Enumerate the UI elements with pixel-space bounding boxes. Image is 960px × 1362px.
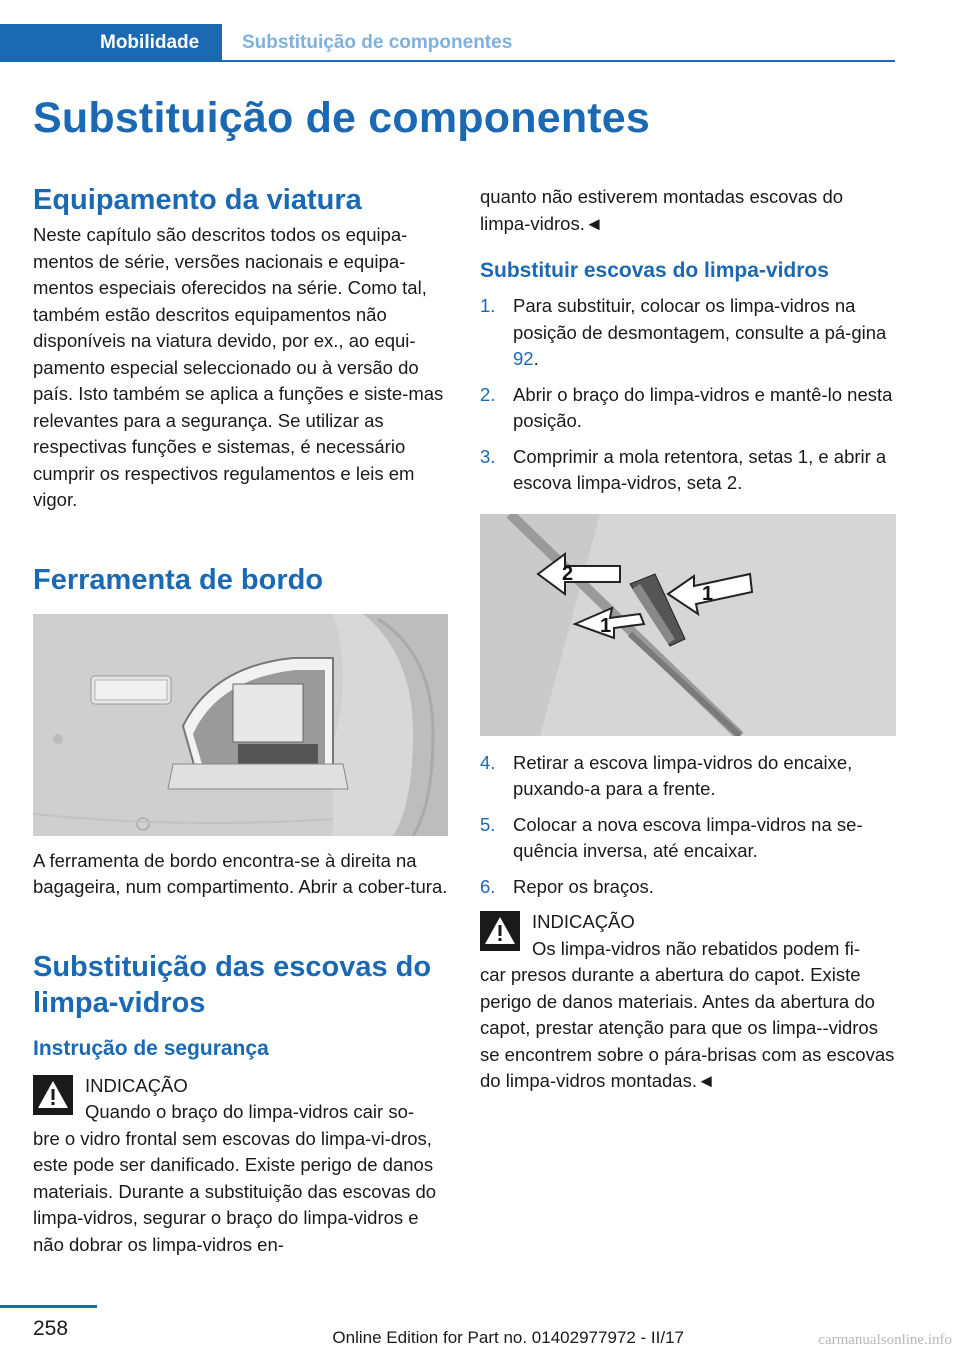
warning-text-rest: bre o vidro frontal sem escovas do limpa-vi-dros, este pode ser danificado. Existe perigo de danos materiais. Durante a substituição das escovas do limpa-vidros, segurar o braço do limpa-vidros e não dobrar os limpa-vidros en- bbox=[33, 1127, 437, 1255]
warning-note-right bbox=[480, 909, 896, 962]
step-text: Comprimir a mola retentora, setas 1, e abrir a escova limpa-vidros, seta 2. bbox=[513, 445, 887, 493]
step-text-end: . bbox=[533, 348, 539, 369]
breadcrumb: Substituição de componentes bbox=[242, 32, 513, 53]
warning-icon bbox=[33, 1075, 73, 1115]
page-number: 258 bbox=[33, 1317, 69, 1340]
watermark: carmanualsonline.info bbox=[818, 1332, 952, 1348]
wiper-blade-image bbox=[480, 514, 896, 736]
arrow-label: 1 bbox=[702, 582, 714, 605]
page-link[interactable]: 92 bbox=[513, 348, 534, 369]
step-number: 5. bbox=[480, 813, 496, 835]
step-item bbox=[480, 382, 896, 435]
step-number: 4. bbox=[480, 751, 496, 773]
wiper-blade-illustration bbox=[480, 514, 896, 736]
warning-text-first: Os limpa-vidros não rebatidos podem fi- bbox=[532, 937, 861, 959]
step-number: 3. bbox=[480, 445, 496, 467]
right-column bbox=[480, 182, 896, 1095]
section-label: Mobilidade bbox=[100, 32, 200, 53]
warning-label: INDICAÇÃO bbox=[532, 911, 635, 932]
step-text: Colocar a nova escova limpa-vidros na se-quência inversa, até encaixar. bbox=[513, 813, 863, 861]
arrow-label: 1 bbox=[600, 614, 612, 637]
step-number: 1. bbox=[480, 295, 496, 316]
paragraph-onboard-tools: A ferramenta de bordo encontra-se à direita na bagageira, num compartimento. Abrir a cober-tura. bbox=[33, 849, 448, 897]
step-text: Retirar a escova limpa-vidros do encaixe, puxando-a para a frente. bbox=[513, 751, 853, 799]
paragraph-equipment: Neste capítulo são descritos todos os equipa-mentos de série, versões nacionais e equipa-mentos especiais oferecidos na série. Como tal, também estão descritos equipamentos não disponíveis na viatura devido, por ex., ao equi-pamento especial seleccionado ou à versão do país. Isto também se aplica a funções e siste-mas relevantes para a segurança. Se utilizar as respectivas funções e sistemas, é necessário cumprir os respectivos regulamentos e leis em vigor. bbox=[33, 224, 444, 510]
edition-note: Online Edition for Part no. 01402977972 - II/17 bbox=[332, 1328, 684, 1347]
trunk-compartment-illustration bbox=[33, 614, 448, 836]
step-text: Repor os braços. bbox=[513, 875, 654, 897]
step-item bbox=[480, 293, 896, 373]
steps-list-b bbox=[480, 750, 896, 901]
warning-text-first: Quando o braço do limpa-vidros cair so- bbox=[85, 1101, 415, 1122]
step-text: Abrir o braço do limpa-vidros e mantê-lo nesta posição. bbox=[513, 383, 893, 431]
section-tab bbox=[0, 24, 222, 62]
step-text-main: Para substituir, colocar os limpa-vidros na posição de desmontagem, consulte a pá-gina bbox=[513, 295, 887, 343]
step-item bbox=[480, 812, 896, 865]
heading-safety-note: Instrução de segurança bbox=[33, 1036, 269, 1060]
step-number: 2. bbox=[480, 383, 496, 405]
heading-replace-wipers: Substituir escovas do limpa-vidros bbox=[480, 259, 829, 282]
trunk-compartment-image bbox=[33, 614, 448, 836]
arrow-label: 2 bbox=[562, 562, 574, 585]
header-rule bbox=[222, 60, 895, 62]
step-item bbox=[480, 444, 896, 497]
heading-wiper-replacement: Substituição das escovas do limpa-vidros bbox=[33, 950, 432, 1019]
page-header bbox=[0, 24, 512, 62]
step-item bbox=[480, 874, 896, 901]
footer-rule bbox=[0, 1305, 97, 1308]
paragraph-continuation: quanto não estiverem montadas escovas do limpa-vidros.◄ bbox=[480, 186, 844, 234]
warning-note-left bbox=[33, 1073, 451, 1126]
page-title: Substituição de componentes bbox=[33, 94, 651, 142]
steps-list-a bbox=[480, 293, 896, 497]
step-number: 6. bbox=[480, 875, 496, 897]
warning-text-rest: car presos durante a abertura do capot. Existe perigo de danos materiais. Antes da abertura do capot, prestar atenção para que os limpa--vidros se encontrem sobre o pára-brisas com as escovas do limpa-vidros montadas.◄ bbox=[480, 964, 895, 1091]
heading-equipment: Equipamento da viatura bbox=[33, 184, 362, 216]
heading-onboard-tools: Ferramenta de bordo bbox=[33, 563, 324, 596]
left-column bbox=[33, 182, 451, 1258]
warning-label: INDICAÇÃO bbox=[85, 1074, 188, 1096]
warning-icon bbox=[480, 911, 520, 951]
step-item bbox=[480, 750, 896, 803]
step-text bbox=[513, 293, 896, 373]
